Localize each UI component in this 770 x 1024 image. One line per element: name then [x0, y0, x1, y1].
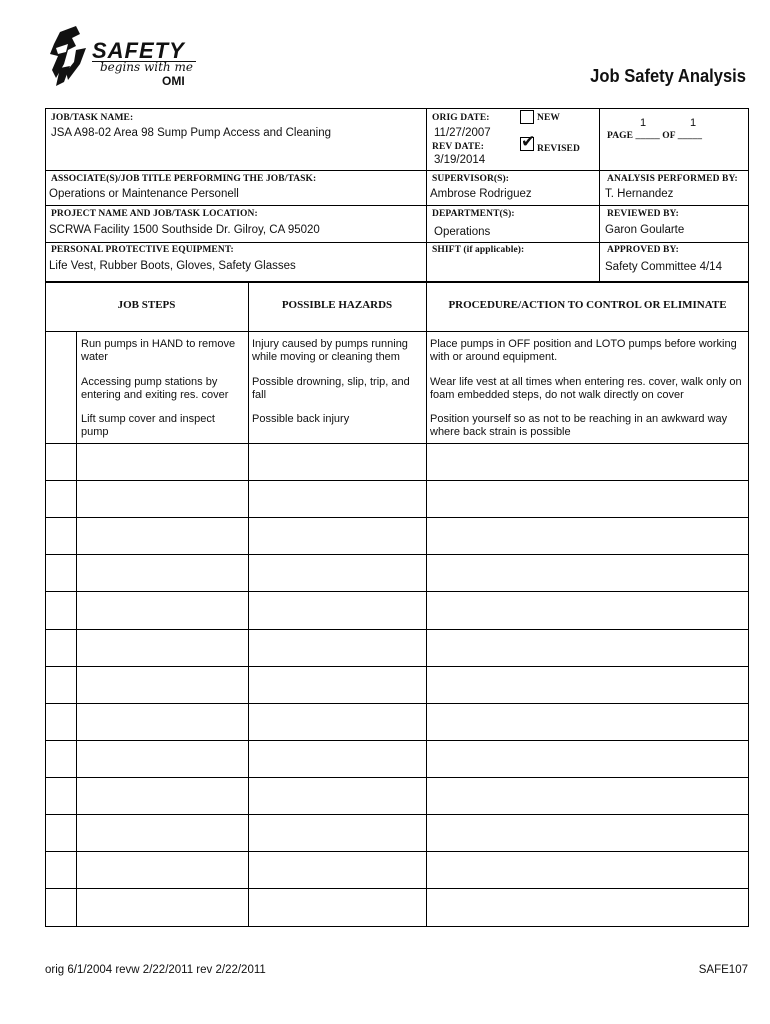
job-step-cell: Run pumps in HAND to remove water	[81, 338, 236, 363]
table-row	[45, 666, 749, 703]
orig-date-label: ORIG DATE:	[432, 113, 490, 123]
header-divider	[45, 170, 749, 171]
hazard-cell: Injury caused by pumps running while moving or cleaning them	[252, 338, 408, 363]
associates-label: ASSOCIATE(S)/JOB TITLE PERFORMING THE JOB/TASK:	[51, 174, 317, 184]
header-divider	[45, 205, 749, 206]
project-value: SCRWA Facility 1500 Southside Dr. Gilroy, CA 95020	[49, 224, 320, 236]
page-total: 1	[690, 117, 697, 129]
table-row	[45, 629, 749, 666]
column-header: POSSIBLE HAZARDS	[281, 299, 393, 311]
table-row	[45, 480, 749, 517]
table-row	[45, 591, 749, 628]
table-row	[45, 331, 749, 369]
department-value: Operations	[434, 226, 491, 238]
table-row	[45, 703, 749, 740]
header-divider	[45, 242, 749, 243]
supervisor-value: Ambrose Rodriguez	[430, 188, 532, 200]
footer-form-code: SAFE107	[698, 964, 748, 976]
job-step-cell: Accessing pump stations by entering and exiting res. cover	[81, 376, 229, 401]
header-col-divider	[599, 108, 600, 282]
associates-value: Operations or Maintenance Personell	[49, 188, 239, 200]
reviewed-label: REVIEWED BY:	[607, 209, 679, 219]
footer-revision-dates: orig 6/1/2004 revw 2/22/2011 rev 2/22/2011	[45, 964, 266, 976]
job-task-value: JSA A98-02 Area 98 Sump Pump Access and Cleaning	[51, 127, 332, 139]
rev-date-value: 3/19/2014	[434, 154, 486, 166]
job-steps-table	[45, 282, 749, 927]
table-row	[45, 554, 749, 591]
rev-date-label: REV DATE:	[432, 142, 485, 152]
table-row	[45, 814, 749, 851]
revised-checkbox[interactable]	[520, 132, 536, 152]
approved-label: APPROVED BY:	[607, 245, 679, 255]
table-row	[45, 406, 749, 443]
hazard-cell: Possible back injury	[252, 413, 350, 425]
job-step-cell: Lift sump cover and inspect pump	[81, 413, 215, 438]
analysis-value: T. Hernandez	[605, 188, 674, 200]
orig-date-value: 11/27/2007	[434, 127, 491, 139]
new-checkbox[interactable]	[520, 110, 534, 124]
logo-brand: SAFETY	[92, 38, 185, 63]
page-label: PAGE _____ OF _____	[607, 131, 703, 141]
table-row	[45, 851, 749, 888]
ppe-value: Life Vest, Rubber Boots, Gloves, Safety Glasses	[49, 260, 296, 272]
table-row	[45, 517, 749, 554]
hazard-cell: Possible drowning, slip, trip, and fall	[252, 376, 410, 401]
action-cell: Wear life vest at all times when entering res. cover, walk only on foam embedded steps, do not walk directly on cover	[430, 376, 742, 401]
logo-underline	[92, 61, 196, 62]
page-number: 1	[640, 117, 647, 129]
analysis-label: ANALYSIS PERFORMED BY:	[607, 174, 738, 184]
table-row	[45, 740, 749, 777]
logo-company: OMI	[162, 74, 185, 88]
ppe-label: PERSONAL PROTECTIVE EQUIPMENT:	[51, 245, 234, 255]
revised-label: REVISED	[537, 144, 580, 154]
table-row	[45, 369, 749, 406]
job-task-label: JOB/TASK NAME:	[51, 113, 134, 123]
action-cell: Position yourself so as not to be reaching in an awkward way where back strain is possible	[430, 413, 728, 438]
table-row	[45, 777, 749, 814]
approved-value: Safety Committee 4/14	[605, 261, 722, 273]
shift-label: SHIFT (if applicable):	[432, 245, 525, 255]
new-label: NEW	[537, 113, 560, 123]
action-cell: Place pumps in OFF position and LOTO pumps before working with or around equipment.	[430, 338, 737, 363]
document-title: Job Safety Analysis	[590, 66, 746, 86]
checkmark-icon: ✔	[521, 132, 536, 152]
reviewed-value: Garon Goularte	[605, 224, 685, 236]
department-label: DEPARTMENT(S):	[432, 209, 515, 219]
header-col-divider	[426, 108, 427, 282]
project-label: PROJECT NAME AND JOB/TASK LOCATION:	[51, 209, 258, 219]
logo-tagline: begins with me	[100, 60, 193, 74]
table-row	[45, 888, 749, 925]
supervisor-label: SUPERVISOR(S):	[432, 174, 510, 184]
table-row	[45, 443, 749, 480]
column-header: JOB STEPS	[117, 299, 176, 311]
column-header: PROCEDURE/ACTION TO CONTROL OR ELIMINATE	[448, 299, 727, 311]
